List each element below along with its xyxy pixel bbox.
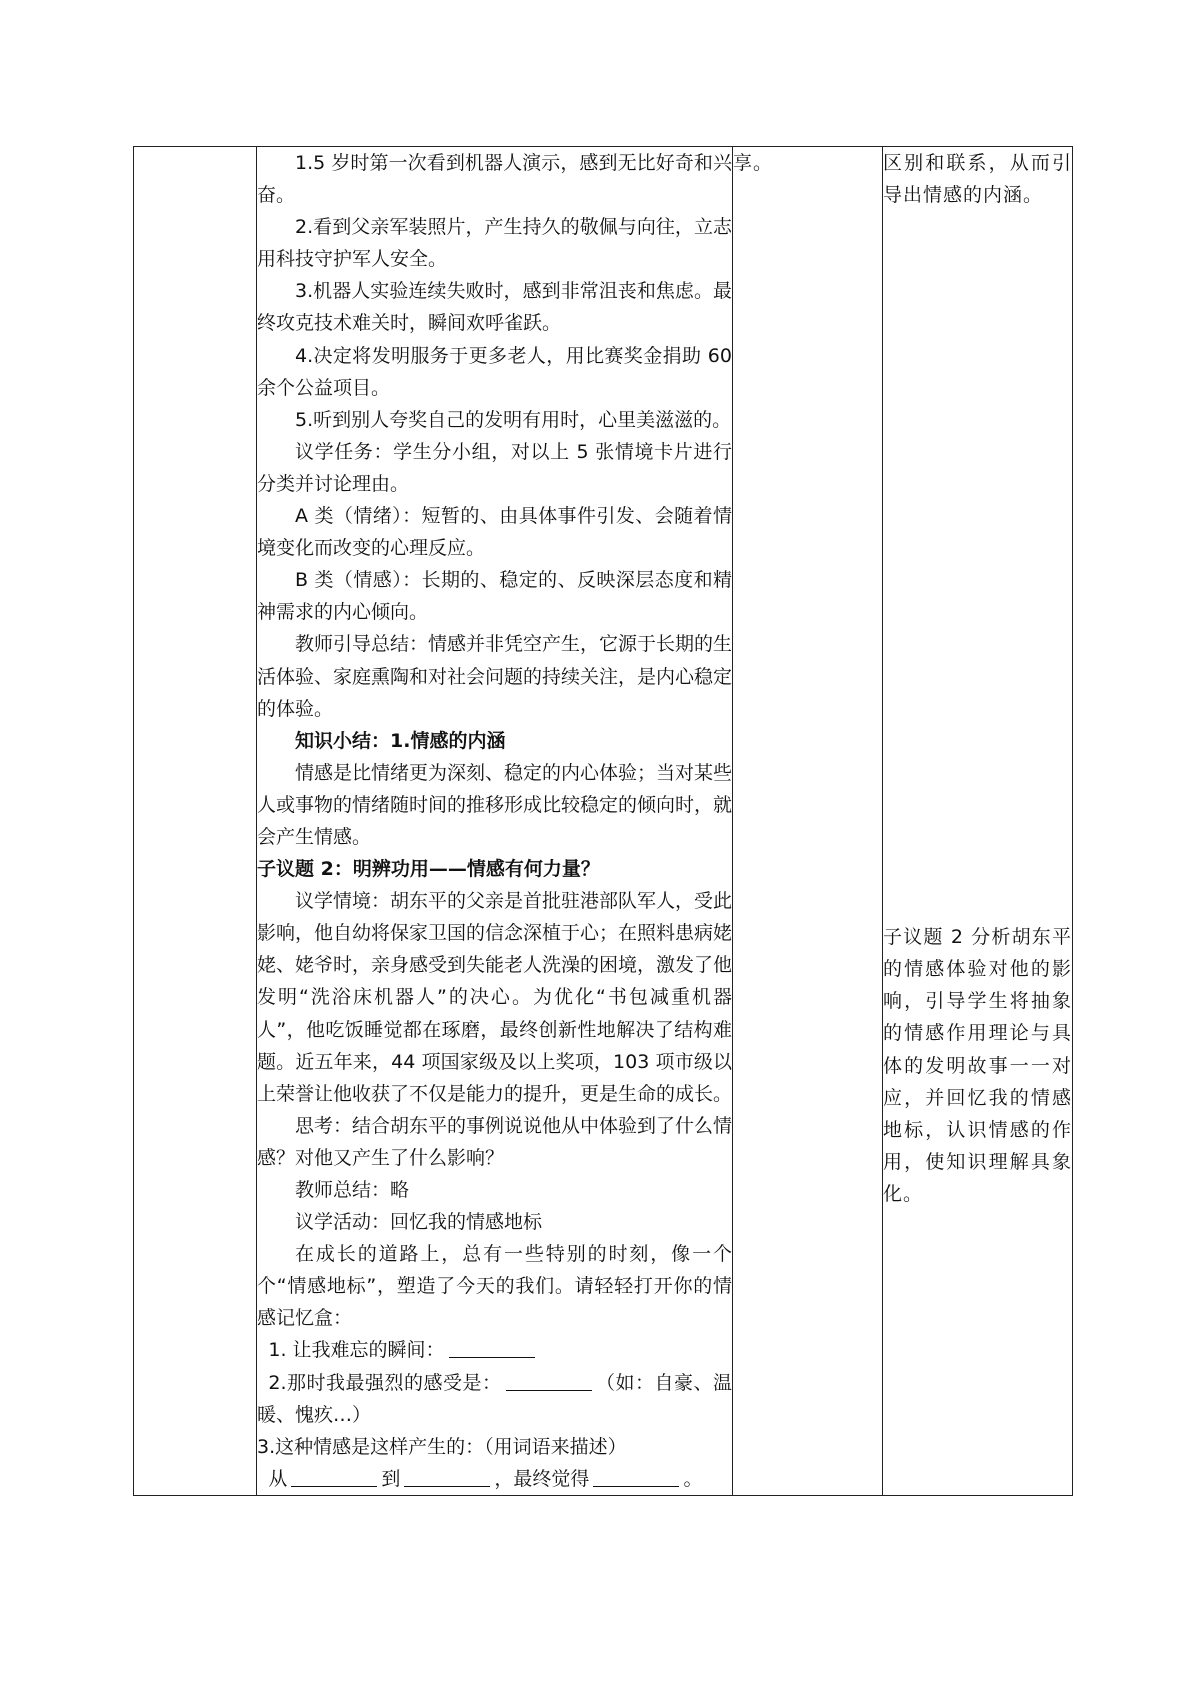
spacer bbox=[883, 211, 1072, 921]
teacher-summary-1: 教师引导总结：情感并非凭空产生，它源于长期的生活体验、家庭熏陶和对社会问题的持续关注，是内心稳定的体验。 bbox=[257, 633, 733, 720]
table-row bbox=[134, 147, 1073, 1496]
learning-activity: 议学活动：回忆我的情感地标 bbox=[295, 1211, 543, 1234]
situation-card-2: 2.看到父亲军装照片，产生持久的敬佩与向往，立志用科技守护军人安全。 bbox=[257, 216, 732, 271]
empty-cell bbox=[134, 147, 257, 1496]
answer-blank[interactable] bbox=[449, 1339, 535, 1358]
answer-blank[interactable] bbox=[291, 1468, 377, 1487]
learning-situation: 议学情境：胡东平的父亲是首批驻港部队军人，受此影响，他自幼将保家卫国的信念深植于心；在照料患病姥姥、姥爷时，亲身感受到失能老人洗澡的困境，激发了他发明“洗浴床机器人”的决心。为优化“书包减重机器人”，他吃饭睡觉都在琢磨，最终创新性地解决了结构难题。近五年来，44 项国家级及以上奖项，103 项市级以上荣誉让他收获了不仅是能力的提升，更是生命的成长。 bbox=[257, 890, 733, 1105]
period: 。 bbox=[683, 1467, 703, 1490]
teacher-summary-2: 教师总结：略 bbox=[295, 1179, 410, 1201]
to-label: 到 bbox=[381, 1467, 401, 1490]
learning-task: 议学任务：学生分小组，对以上 5 张情境卡片进行分类并讨论理由。 bbox=[257, 440, 732, 495]
category-a: A 类（情绪）：短暂的、由具体事件引发、会随着情境变化而改变的心理反应。 bbox=[257, 505, 732, 560]
design-intent-cell bbox=[883, 147, 1073, 1496]
situation-card-5: 5.听到别人夸奖自己的发明有用时，心里美滋滋的。 bbox=[295, 408, 732, 431]
student-activity-text: 享。 bbox=[733, 152, 774, 174]
student-activity-cell bbox=[733, 147, 883, 1496]
answer-blank[interactable] bbox=[404, 1468, 490, 1487]
situation-card-3: 3.机器人实验连续失败时，感到非常沮丧和焦虑。最终攻克技术难关时，瞬间欢呼雀跃。 bbox=[257, 280, 732, 335]
question-2-label: 2.那时我最强烈的感受是： bbox=[268, 1371, 502, 1394]
knowledge-summary-title: 知识小结：1.情感的内涵 bbox=[295, 729, 506, 752]
category-b: B 类（情感）：长期的、稳定的、反映深层态度和精神需求的内心倾向。 bbox=[257, 569, 732, 624]
knowledge-summary-text: 情感是比情绪更为深刻、稳定的内心体验；当对某些人或事物的情绪随时间的推移形成比较稳定的倾向时，就会产生情感。 bbox=[257, 761, 733, 848]
design-intent-sub-topic-2: 子议题 2 分析胡东平的情感体验对他的影响，引导学生将抽象的情感作用理论与具体的发明故事一一对应，并回忆我的情感地标，认识情感的作用，使知识理解具象化。 bbox=[883, 926, 1072, 1205]
question-2-hint: （如：自豪、温暖、愧疚…） bbox=[257, 1371, 732, 1426]
design-intent-top: 区别和联系，从而引导出情感的内涵。 bbox=[883, 152, 1072, 207]
question-1-label: 1. 让我难忘的瞬间： bbox=[268, 1339, 445, 1362]
think-question: 思考：结合胡东平的事例说说他从中体验到了什么情感？对他又产生了什么影响？ bbox=[257, 1114, 733, 1169]
question-3: 3.这种情感是这样产生的：（用词语来描述） bbox=[257, 1435, 627, 1458]
situation-card-1: 1.5 岁时第一次看到机器人演示，感到无比好奇和兴奋。 bbox=[257, 152, 732, 207]
finally-label: ，最终觉得 bbox=[494, 1467, 590, 1490]
activity-intro: 在成长的道路上，总有一些特别的时刻，像一个个“情感地标”，塑造了今天的我们。请轻轻打开你的情感记忆盒： bbox=[257, 1243, 732, 1330]
question-3-fill bbox=[257, 1463, 732, 1495]
question-2 bbox=[257, 1367, 732, 1431]
answer-blank[interactable] bbox=[506, 1372, 592, 1391]
teaching-process-cell bbox=[257, 147, 733, 1496]
lesson-plan-table bbox=[133, 146, 1073, 1496]
question-1 bbox=[257, 1334, 732, 1366]
situation-card-4: 4.决定将发明服务于更多老人，用比赛奖金捐助 60 余个公益项目。 bbox=[257, 344, 732, 399]
from-label: 从 bbox=[268, 1467, 288, 1490]
answer-blank[interactable] bbox=[593, 1468, 679, 1487]
sub-topic-2-heading: 子议题 2：明辨功用——情感有何力量？ bbox=[257, 858, 600, 881]
